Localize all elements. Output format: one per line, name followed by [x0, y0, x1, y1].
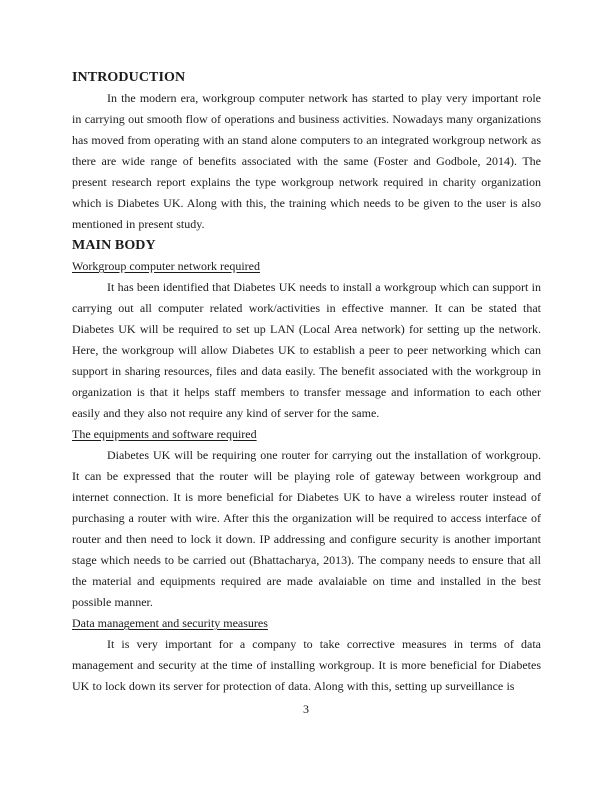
subheading-workgroup-network-required: Workgroup computer network required [72, 259, 260, 273]
document-body [72, 67, 541, 697]
section-heading-introduction: INTRODUCTION [72, 70, 186, 85]
paragraph-equipments-software: Diabetes UK will be requiring one router for carrying out the installation of workgroup. It can be expressed that the router will be playing role of gateway between workgroup and internet connection. It is more beneficial for Diabetes UK to have a wireless router instead of purchasing a router with wire. After this the organization will be required to access interface of router and then need to lock it down. IP addressing and configure security is another important stage which needs to be carried out (Bhattacharya, 2013). The company needs to ensure that all the material and equipments required are made avalaiable on time and installed in the best possible manner. [72, 448, 541, 609]
paragraph-data-management: It is very important for a company to take corrective measures in terms of data management and security at the time of installing workgroup. It is more beneficial for Diabetes UK to lock down its server for protection of data. Along with this, setting up surveillance is [72, 637, 541, 693]
paragraph-workgroup-network: It has been identified that Diabetes UK needs to install a workgroup which can support in carrying out all computer related work/activities in effective manner. It can be stated that Diabetes UK will be required to set up LAN (Local Area network) for setting up the network. Here, the workgroup will allow Diabetes UK to establish a peer to peer networking which can support in sharing resources, files and data easily. The benefit associated with the workgroup in organization is that it helps staff members to transfer message and information to each other easily and they also not require any kind of server for the same. [72, 280, 541, 420]
subheading-data-management-security: Data management and security measures [72, 616, 268, 630]
section-heading-main-body: MAIN BODY [72, 238, 156, 253]
page-number: 3 [303, 702, 309, 716]
subheading-equipments-software-required: The equipments and software required [72, 427, 257, 441]
paragraph-introduction: In the modern era, workgroup computer network has started to play very important role in carrying out smooth flow of operations and business activities. Nowadays many organizations has moved from operating with an stand alone computers to an integrated workgroup network as there are wide range of benefits associated with the same (Foster and Godbole, 2014). The present research report explains the type workgroup network required in charity organization which is Diabetes UK. Along with this, the training which needs to be given to the user is also mentioned in present study. [72, 91, 541, 231]
